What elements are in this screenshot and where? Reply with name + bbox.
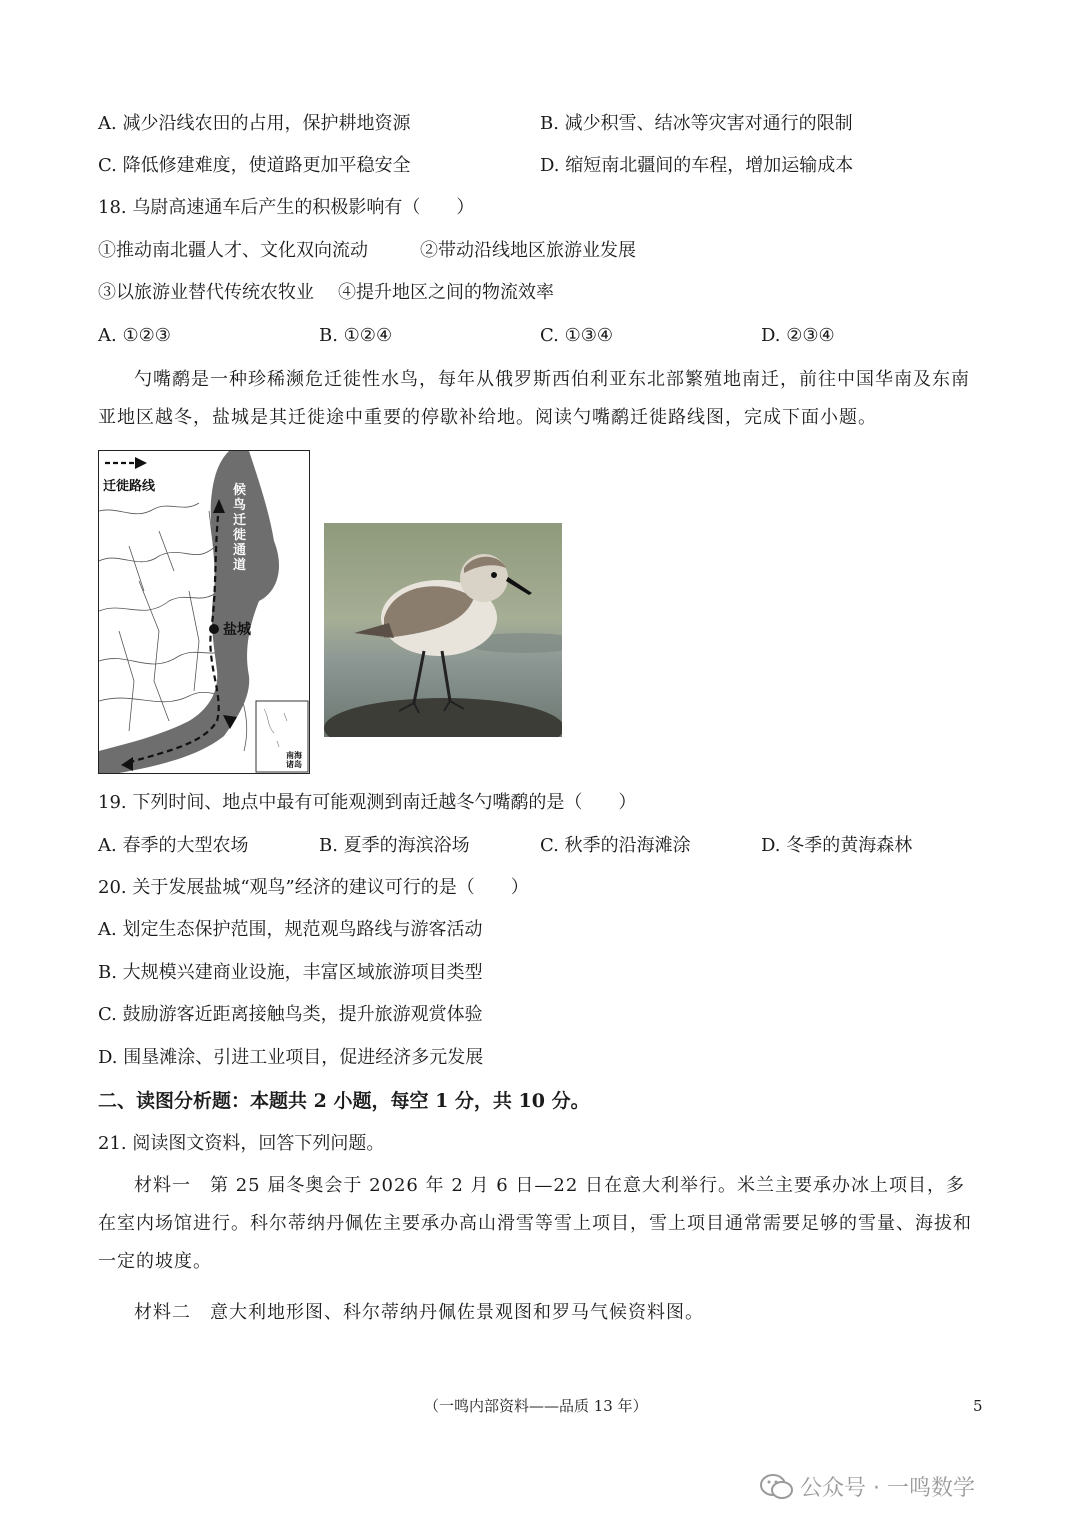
map-drawing [99, 451, 309, 773]
q19-option-c: C. 秋季的沿海滩涂 [540, 835, 691, 856]
q20-option-a: A. 划定生态保护范围，规范观鸟路线与游客活动 [98, 919, 483, 940]
q18-item-4: ④提升地区之间的物流效率 [338, 282, 554, 303]
q18-option-a: A. ①②③ [98, 325, 171, 346]
q21-material1: 材料一 第 25 届冬奥会于 2026 年 2 月 6 日—22 日在意大利举行。米兰主要承办冰上项目，多在室内场馆进行。科尔蒂纳丹佩佐主要承办高山滑雪等雪上项目，雪上项目通常需要足够的雪量、海拔和一定的坡度。 [98, 1175, 972, 1272]
map-inset-label: 南海诸岛 [286, 751, 302, 769]
section2-heading: 二、读图分析题：本题共 2 小题，每空 1 分，共 10 分。 [98, 1090, 590, 1112]
q19-option-a: A. 春季的大型农场 [98, 835, 249, 856]
watermark-text: 公众号 · 一鸣数学 [800, 1476, 975, 1501]
q19-option-b: B. 夏季的海滨浴场 [319, 835, 470, 856]
footer-center: （一鸣内部资料——品质 13 年） [424, 1397, 648, 1415]
q20-option-d: D. 围垦滩涂、引进工业项目，促进经济多元发展 [98, 1047, 484, 1068]
q19-option-d: D. 冬季的黄海森林 [761, 835, 913, 856]
q18-stem: 18. 乌尉高速通车后产生的积极影响有（ ） [98, 197, 475, 218]
q17-option-d: D. 缩短南北疆间的车程，增加运输成本 [540, 155, 854, 176]
q18-item-3: ③以旅游业替代传统农牧业 [98, 282, 314, 303]
page-number: 5 [973, 1397, 983, 1415]
spoon-billed-sandpiper-illustration [324, 523, 562, 737]
map-city-label: 盐城 [223, 622, 251, 638]
passage-bird: 勺嘴鹬是一种珍稀濒危迁徙性水鸟，每年从俄罗斯西伯利亚东北部繁殖地南迁，前往中国华南及东南亚地区越冬，盐城是其迁徙途中重要的停歇补给地。阅读勺嘴鹬迁徙路线图，完成下面小题。 [98, 369, 970, 428]
q20-option-c: C. 鼓励游客近距离接触鸟类，提升旅游观赏体验 [98, 1004, 483, 1025]
q18-option-b: B. ①②④ [319, 325, 393, 346]
q20-option-b: B. 大规模兴建商业设施，丰富区域旅游项目类型 [98, 962, 483, 983]
q20-stem: 20. 关于发展盐城“观鸟”经济的建议可行的是（ ） [98, 877, 529, 898]
map-legend-label: 迁徙路线 [103, 479, 156, 494]
q21-material2: 材料二 意大利地形图、科尔蒂纳丹佩佐景观图和罗马气候资料图。 [134, 1302, 704, 1323]
q19-stem: 19. 下列时间、地点中最有可能观测到南迁越冬勺嘴鹬的是（ ） [98, 792, 637, 813]
bird-photo [324, 523, 562, 737]
migration-map [98, 450, 310, 774]
map-corridor-label: 候鸟迁徙通道 [233, 483, 247, 573]
q18-item-1: ①推动南北疆人才、文化双向流动 [98, 240, 368, 261]
q17-option-c: C. 降低修建难度，使道路更加平稳安全 [98, 155, 411, 176]
wechat-icon [760, 1474, 794, 1500]
q18-option-d: D. ②③④ [761, 325, 835, 346]
q18-item-2: ②带动沿线地区旅游业发展 [420, 240, 636, 261]
q17-option-a: A. 减少沿线农田的占用，保护耕地资源 [98, 113, 411, 134]
q18-option-c: C. ①③④ [540, 325, 613, 346]
q17-option-b: B. 减少积雪、结冰等灾害对通行的限制 [540, 113, 853, 134]
q21-stem: 21. 阅读图文资料，回答下列问题。 [98, 1133, 385, 1154]
